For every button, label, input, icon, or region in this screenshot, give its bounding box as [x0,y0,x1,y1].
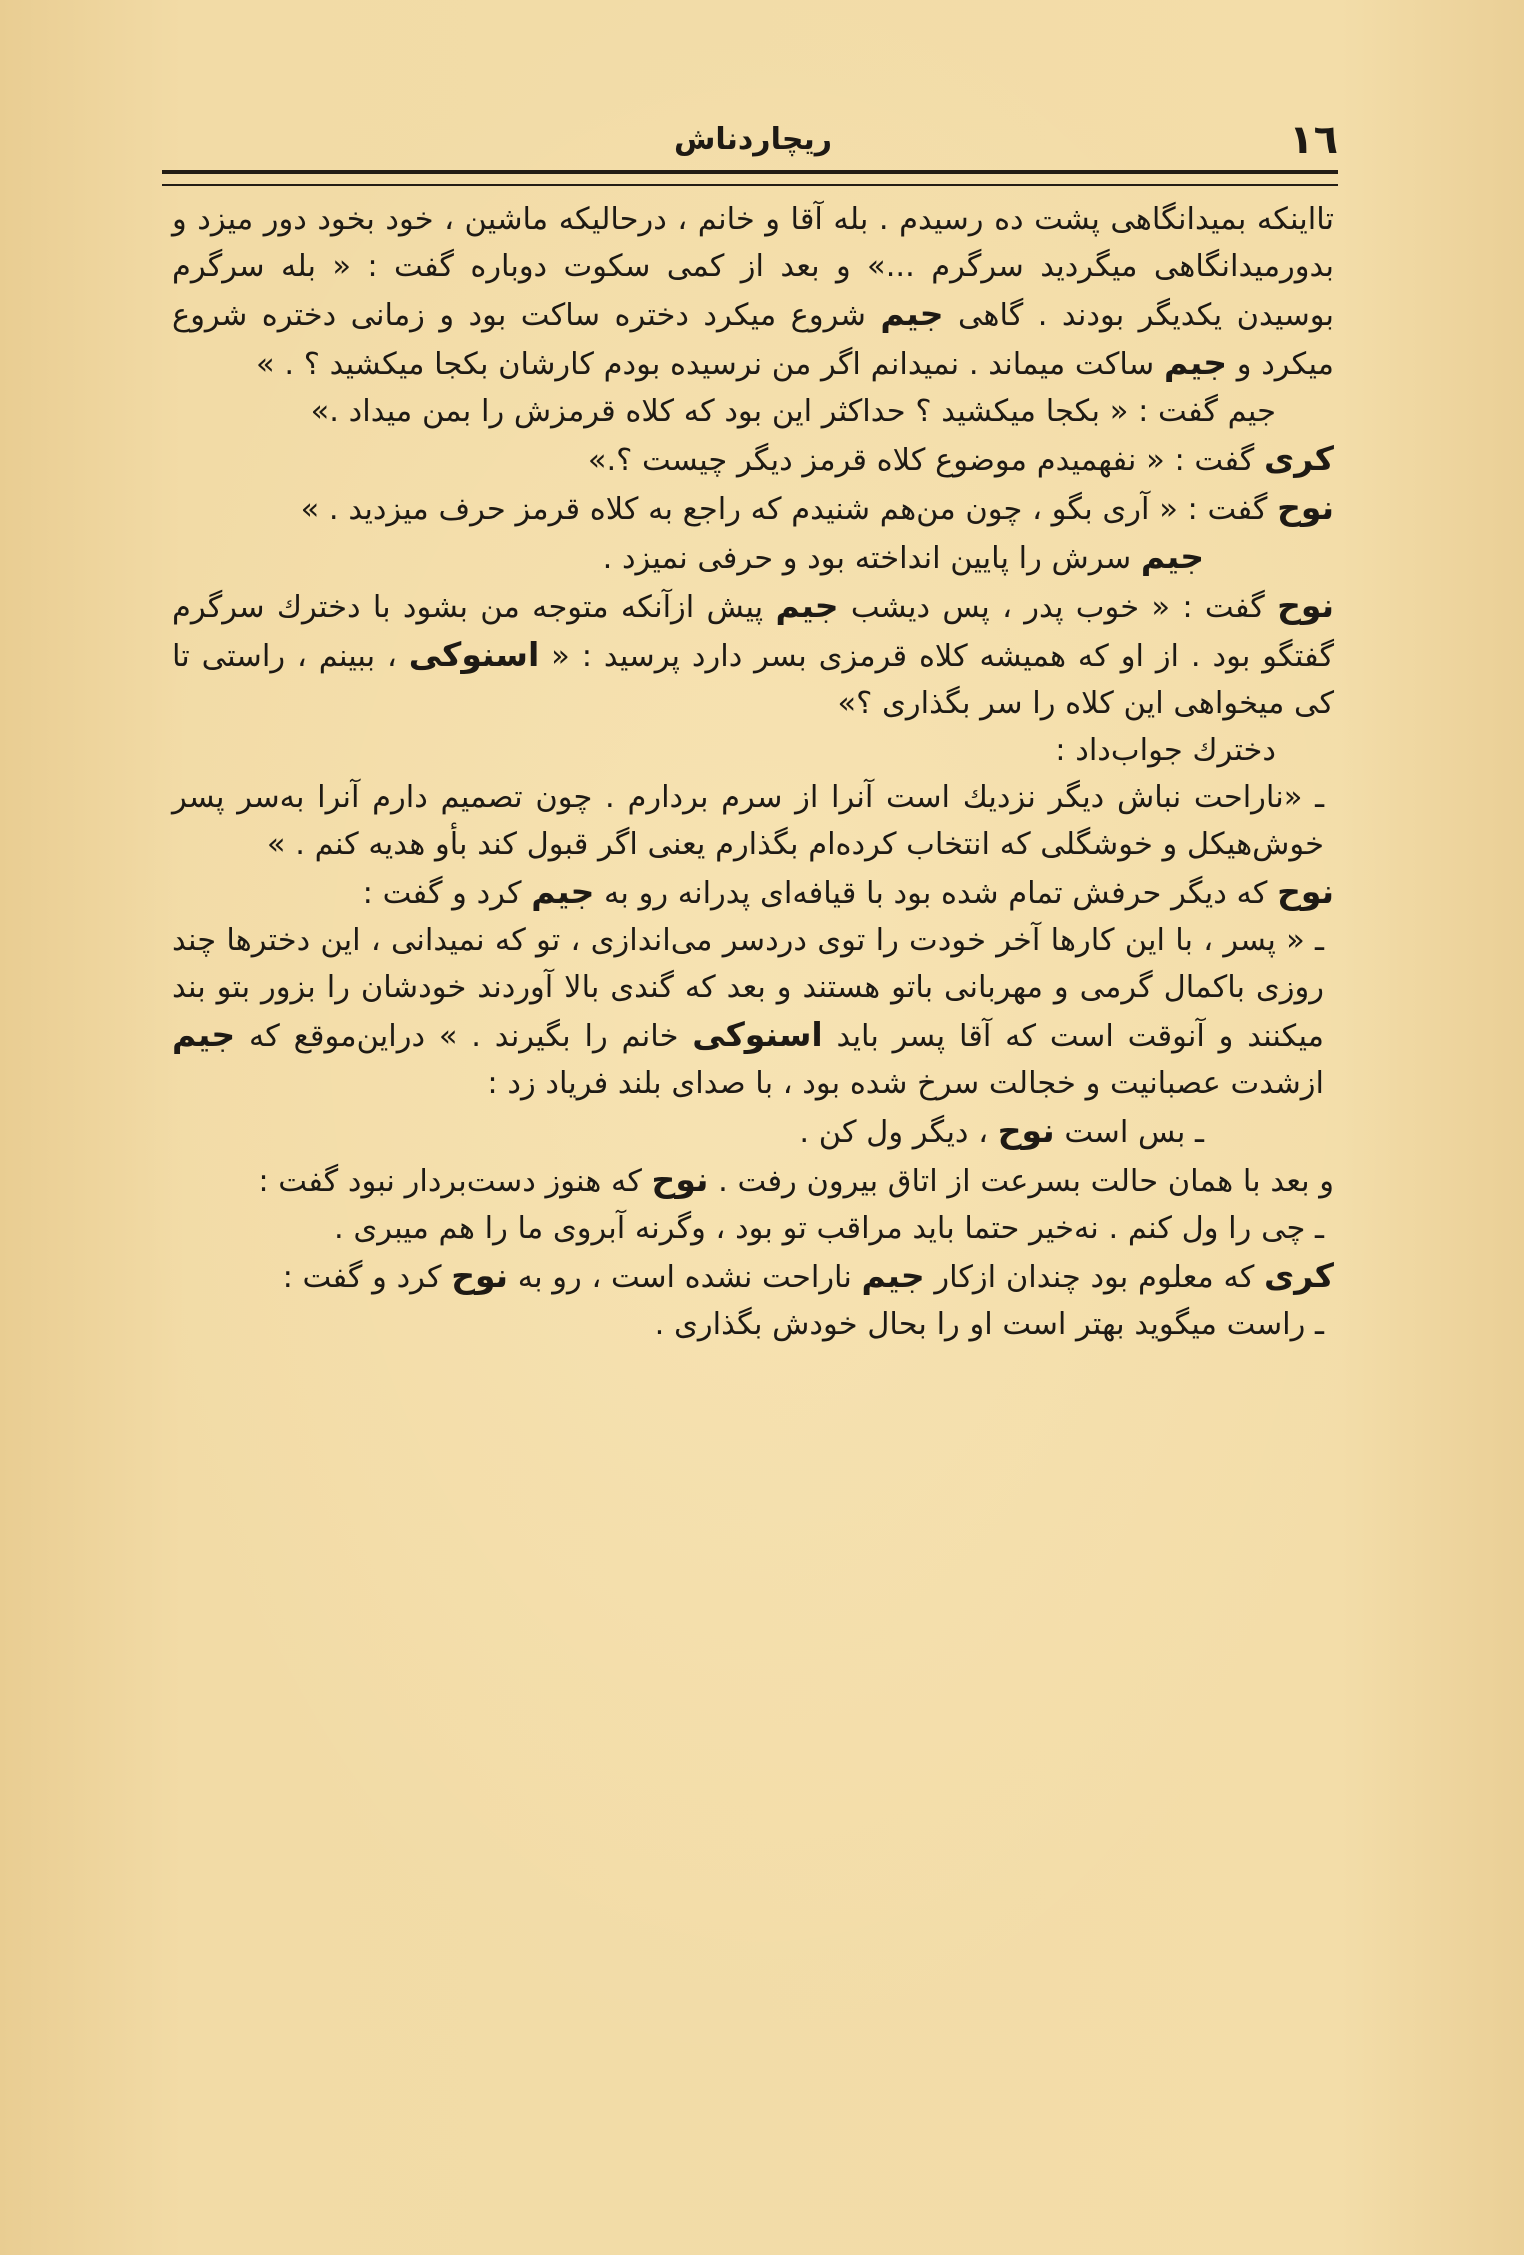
text-run: ـ « پسر ، با این کارها آخر خودت را توی دردسر می‌اندازی ، تو که نمیدانی ، این دخترها چند روزی باکمال گرمی و مهربانی باتو هستند و بعد که گندی بالا آوردند خودشان را بزور بتو بند میکنند و آنوقت است که آقا پسر باید [172,923,1324,1054]
paragraph [172,917,1334,1107]
text-run: سرش را پایین انداخته بود و حرفی نمیزد . [602,541,1141,576]
paragraph [172,435,1334,484]
paragraph [172,774,1334,868]
paragraph [172,868,1334,917]
character-name: کری [1264,439,1334,478]
paragraph [172,484,1334,533]
character-name: اسنوکی [408,635,540,674]
text-run: خانم را بگیرند . » دراین‌موقع که [235,1019,693,1054]
paragraph [172,1252,1334,1301]
text-run: ـ چی را ول کنم . نه‌خیر حتما باید مراقب تو بود ، وگرنه آبروی ما را هم میبری . [334,1211,1324,1246]
character-name: کری [1264,1256,1334,1295]
character-name: جیم [880,294,944,333]
running-title: ریچاردناش [673,122,832,157]
text-run: تااینکه بمیدانگاهی پشت ده رسیدم . بله آقا و خانم ، درحالیکه ماشین ، خود بخود دور میزد و بدورمیدانگاهی میگردید سرگرم ...» و بعد از کمی سکوت دوباره گفت : « بله سرگرم بوسیدن یکدیگر بودند . گاهی [172,202,1334,333]
text-run: ـ راست میگوید بهتر است او را بحال خودش بگذاری . [654,1307,1324,1342]
character-name: جیم [531,872,595,911]
text-run: گفت : « خوب پدر ، پس دیشب [838,590,1278,625]
text-run: کرد و گفت : [282,1260,452,1295]
paragraph [172,1205,1334,1252]
text-run: پیش ازآنکه متوجه من بشود با دخترك سرگرم گفتگو بود . از او که همیشه کلاه قرمزی بسر دارد پرسید : « [172,590,1334,674]
character-name: اسنوکی [692,1015,823,1054]
paragraph [172,727,1334,774]
text-run: کرد و گفت : [362,876,532,911]
paragraph [172,533,1334,582]
character-name: جیم [775,586,839,625]
text-run: که دیگر حرفش تمام شده بود با قیافه‌ای پدرانه رو به [594,876,1278,911]
text-run: که هنوز دست‌بردار نبود گفت : [258,1164,652,1199]
character-name: نوح [451,1256,509,1295]
text-run: جیم گفت : « بکجا میکشید ؟ حداکثر این بود که کلاه قرمزش را بمن میداد .» [310,394,1276,429]
character-name: نوح [997,1111,1055,1150]
paragraph [172,196,1334,388]
character-name: جیم [861,1256,925,1295]
paragraph [172,1156,1334,1205]
paragraph [172,582,1334,727]
page-header [168,112,1338,168]
text-run: ـ بس است [1054,1115,1204,1150]
text-run: گفت : « آری بگو ، چون من‌هم شنیدم که راجع به کلاه قرمز حرف میزدید . » [300,492,1278,527]
text-run: گفت : « نفهمیدم موضوع کلاه قرمز دیگر چیست ؟.» [587,443,1265,478]
character-name: جیم [172,1015,236,1054]
text-run: ، ببینم ، راستی تا کی میخواهی این کلاه را سر بگذاری ؟» [172,639,1334,721]
paragraph [172,1107,1334,1156]
text-run: ناراحت نشده است ، رو به [508,1260,862,1295]
text-run: ساکت میماند . نمیدانم اگر من نرسیده بودم کارشان بکجا میکشید ؟ . » [256,347,1164,382]
character-name: جیم [1140,537,1204,576]
character-name: جیم [1163,343,1228,382]
body-text [172,196,1334,2206]
character-name: نوح [1277,488,1334,527]
header-rule [162,170,1338,186]
character-name: نوح [1277,586,1334,625]
text-run: ، دیگر ول کن . [799,1115,998,1150]
paragraph [172,1301,1334,1348]
text-run: که معلوم بود چندان ازکار [924,1260,1265,1295]
paragraph [172,388,1334,435]
text-run: ازشدت عصبانیت و خجالت سرخ شده بود ، با صدای بلند فریاد زد : [487,1066,1324,1101]
character-name: نوح [651,1160,709,1199]
text-run: دخترك جواب‌داد : [1055,733,1276,768]
page-number: ١٦ [1289,117,1338,163]
text-run: و بعد با همان حالت بسرعت از اتاق بیرون رفت . [708,1164,1334,1199]
text-run: ـ «ناراحت نباش دیگر نزدیك است آنرا از سرم بردارم . چون تصمیم دارم آنرا به‌سر پسر خوش‌هیکل و خوشگلی که انتخاب کرده‌ام بگذارم یعنی اگر قبول کند بأو هدیه کنم . » [172,780,1324,862]
text-run: شروع میکرد دختره ساکت بود و زمانی دختره شروع میکرد و [172,298,1334,382]
character-name: نوح [1277,872,1334,911]
